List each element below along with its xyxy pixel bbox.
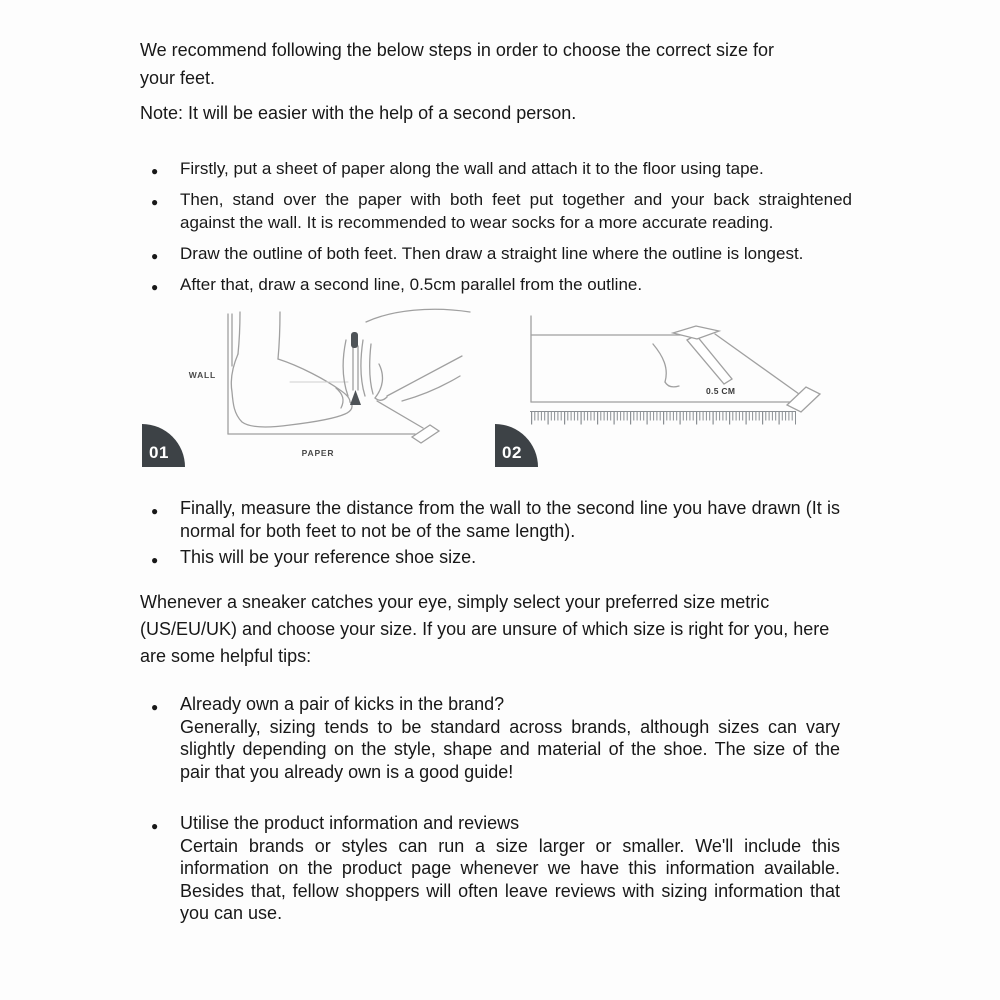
diagram-row <box>140 304 880 476</box>
intro-paragraph: We recommend following the below steps in order to choose the correct size for your feet. <box>140 40 774 88</box>
diagram-badge: 02 <box>495 424 538 467</box>
tip-body: Generally, sizing tends to be standard across brands, although sizes can vary slightly depending on the style, shape and material of the shoe. The size of the pair that you already own is a good guide! <box>180 716 840 782</box>
step-text: Then, stand over the paper with both feet put together and your back straightened against the wall. It is recommended to wear socks for a more accurate reading. <box>180 190 852 232</box>
list-item <box>140 546 840 569</box>
tips-intro-paragraph: Whenever a sneaker catches your eye, simply select your preferred size metric (US/EU/UK) and choose your size. If you are unsure of which size is right for you, here are some helpful tips: <box>140 592 830 666</box>
result-text: Finally, measure the distance from the wall to the second line you have drawn (It is normal for both feet to not be of the same length). <box>180 498 840 541</box>
step-text: Firstly, put a sheet of paper along the wall and attach it to the floor using tape. <box>180 159 764 178</box>
tip-title: ● Already own a pair of kicks in the brand? <box>180 694 505 714</box>
step-text: After that, draw a second line, 0.5cm parallel from the outline. <box>180 275 643 294</box>
paper-label: PAPER <box>301 448 335 458</box>
list-item <box>140 242 852 265</box>
gap-distance-label: 0.5 CM <box>706 386 736 396</box>
sizing-tips-list <box>140 693 880 925</box>
result-text: This will be your reference shoe size. <box>180 547 477 567</box>
list-item <box>140 188 852 234</box>
list-item <box>140 273 852 296</box>
step-text: Draw the outline of both feet. Then draw a straight line where the outline is longest. <box>180 244 804 263</box>
diagram-badge: 01 <box>142 424 185 467</box>
list-item <box>140 812 840 925</box>
list-item <box>140 693 840 783</box>
wall-label: WALL <box>188 370 216 380</box>
tip-body: Certain brands or styles can run a size larger or smaller. We'll include this information on the product page whenever we have this information available. Besides that, fellow shoppers will often leave reviews with sizing information that you can use. <box>180 835 840 923</box>
note-paragraph: Note: It will be easier with the help of a second person. <box>140 103 577 123</box>
measure-results-list <box>140 497 880 569</box>
list-item <box>140 497 840 543</box>
tip-title: ● Utilise the product information and reviews <box>180 813 520 833</box>
ruler-measure-sketch <box>493 304 873 464</box>
diagram-step-2 <box>493 304 873 476</box>
measure-steps-list <box>140 157 880 296</box>
list-item <box>140 157 852 180</box>
